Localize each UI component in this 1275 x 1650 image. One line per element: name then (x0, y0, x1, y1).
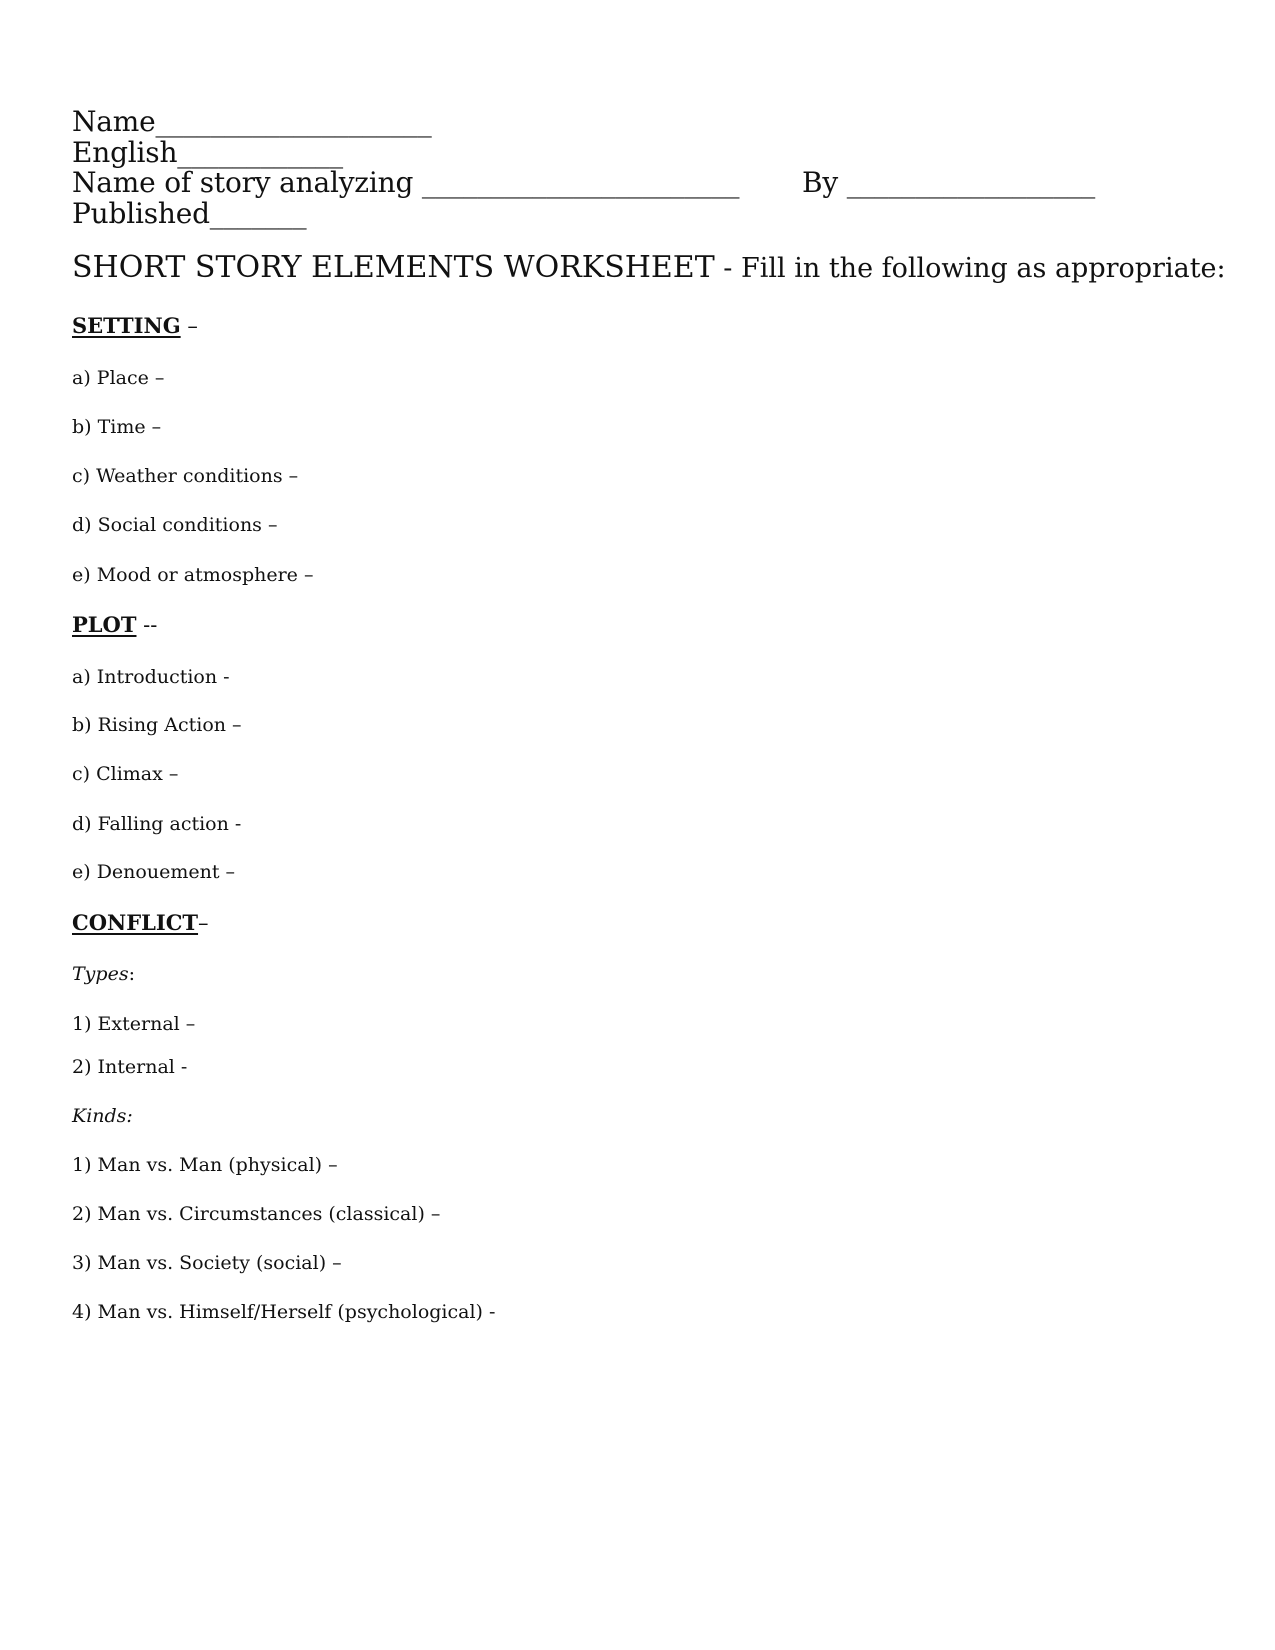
conflict-kind-psychological: 4) Man vs. Himself/Herself (psychological) - (72, 1301, 496, 1323)
setting-heading (72, 313, 198, 339)
plot-item-falling-action: d) Falling action - (72, 813, 242, 835)
name-field-line[interactable]: Name____________________ (72, 105, 432, 138)
published-field-line[interactable]: Published_______ (72, 197, 307, 230)
conflict-kind-classical: 2) Man vs. Circumstances (classical) – (72, 1203, 441, 1225)
english-field-line[interactable]: English____________ (72, 136, 343, 169)
conflict-kind-social: 3) Man vs. Society (social) – (72, 1252, 342, 1274)
setting-item-place: a) Place – (72, 367, 165, 389)
story-name-field-line[interactable]: Name of story analyzing _______________________ (72, 166, 740, 199)
worksheet-instruction: - Fill in the following as appropriate: (714, 253, 1226, 284)
plot-item-introduction: a) Introduction - (72, 666, 230, 688)
author-field-line[interactable]: By __________________ (802, 166, 1096, 199)
plot-heading (72, 612, 157, 638)
plot-item-climax: c) Climax – (72, 763, 179, 785)
setting-item-time: b) Time – (72, 416, 162, 438)
conflict-heading-dash: – (198, 911, 209, 935)
plot-item-denouement: e) Denouement – (72, 861, 236, 883)
setting-heading-dash: – (180, 314, 198, 338)
worksheet-title (72, 250, 1226, 287)
conflict-kinds-label: Kinds: (72, 1105, 133, 1127)
conflict-types-label-text: Types (72, 963, 129, 985)
conflict-type-internal: 2) Internal - (72, 1056, 188, 1078)
conflict-kind-physical: 1) Man vs. Man (physical) – (72, 1154, 338, 1176)
conflict-types-colon: : (128, 963, 135, 985)
setting-item-weather: c) Weather conditions – (72, 465, 299, 487)
plot-item-rising-action: b) Rising Action – (72, 714, 242, 736)
conflict-heading (72, 910, 209, 936)
worksheet-title-main: SHORT STORY ELEMENTS WORKSHEET (72, 250, 715, 285)
plot-heading-label: PLOT (72, 612, 137, 637)
setting-item-social: d) Social conditions – (72, 514, 278, 536)
conflict-heading-label: CONFLICT (72, 910, 199, 935)
plot-heading-dash: -- (136, 613, 158, 637)
conflict-type-external: 1) External – (72, 1013, 196, 1035)
conflict-types-label (72, 962, 135, 986)
setting-item-mood: e) Mood or atmosphere – (72, 564, 314, 586)
setting-heading-label: SETTING (72, 313, 181, 338)
